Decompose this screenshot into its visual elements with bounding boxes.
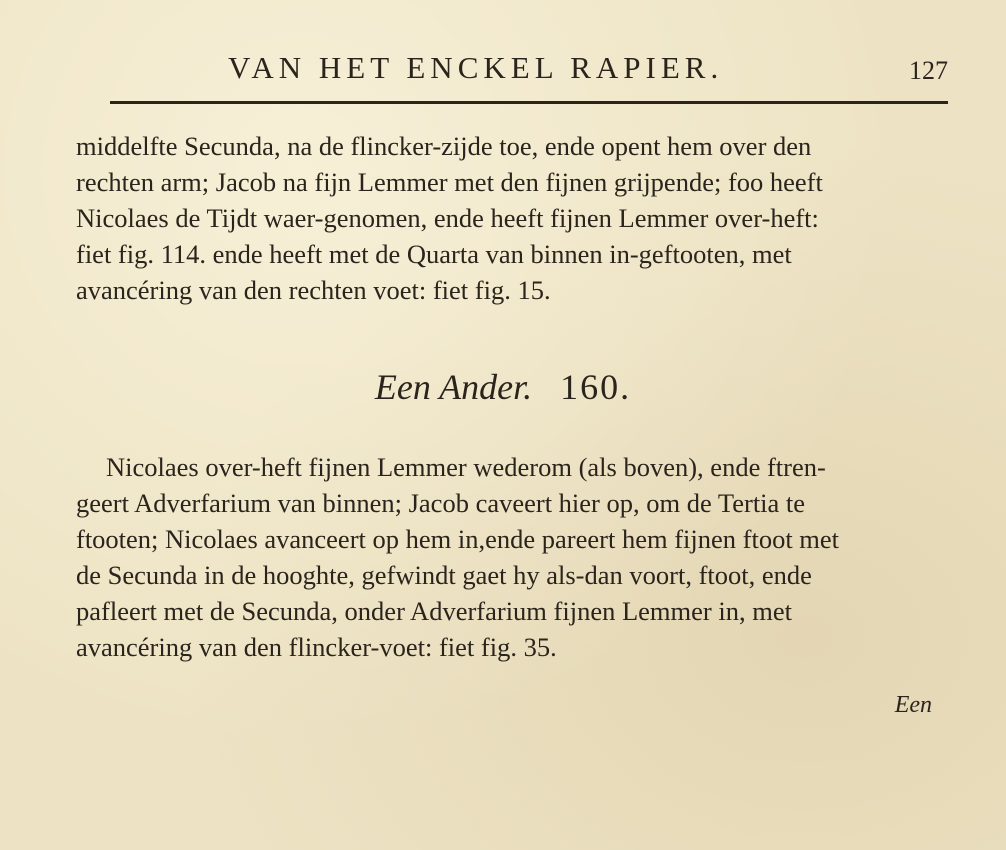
- text-line: pafleert met de Secunda, onder Adverfarium fijnen Lemmer in, met: [76, 596, 792, 626]
- text-line: geert Adverfarium van binnen; Jacob caveert hier op, om de Tertia te: [76, 488, 806, 518]
- page-header: [110, 48, 948, 92]
- section-heading: [0, 366, 1006, 408]
- text-line: middelfte Secunda, na de flincker-zijde toe, ende opent hem over den: [76, 131, 812, 161]
- text-line: avancéring van den rechten voet: fiet fig. 15.: [76, 275, 551, 305]
- paragraph-2: [76, 449, 948, 665]
- running-head: VAN HET ENCKEL RAPIER.: [228, 50, 724, 85]
- text-line-content: Nicolaes over-heft fijnen Lemmer wederom (als boven), ende ftren-: [106, 452, 826, 482]
- catchword: Een: [894, 692, 932, 718]
- text-line: ftooten; Nicolaes avanceert op hem in,ende pareert hem fijnen ftoot met: [76, 524, 840, 554]
- paragraph-1: [76, 128, 948, 308]
- text-line: fiet fig. 114. ende heeft met de Quarta van binnen in-geftooten, met: [76, 239, 792, 269]
- text-line: de Secunda in de hooghte, gefwindt gaet hy als-dan voort, ftoot, ende: [76, 560, 812, 590]
- section-title: Een Ander.: [374, 367, 533, 407]
- page-number: 127: [909, 56, 948, 85]
- section-number: 160.: [560, 367, 632, 407]
- text-line: [76, 449, 948, 485]
- header-rule: [110, 101, 948, 104]
- text-line: avancéring van den flincker-voet: fiet fig. 35.: [76, 632, 557, 662]
- text-line: Nicolaes de Tijdt waer-genomen, ende heeft fijnen Lemmer over-heft:: [76, 203, 819, 233]
- text-line: rechten arm; Jacob na fijn Lemmer met den fijnen grijpende; foo heeft: [76, 167, 823, 197]
